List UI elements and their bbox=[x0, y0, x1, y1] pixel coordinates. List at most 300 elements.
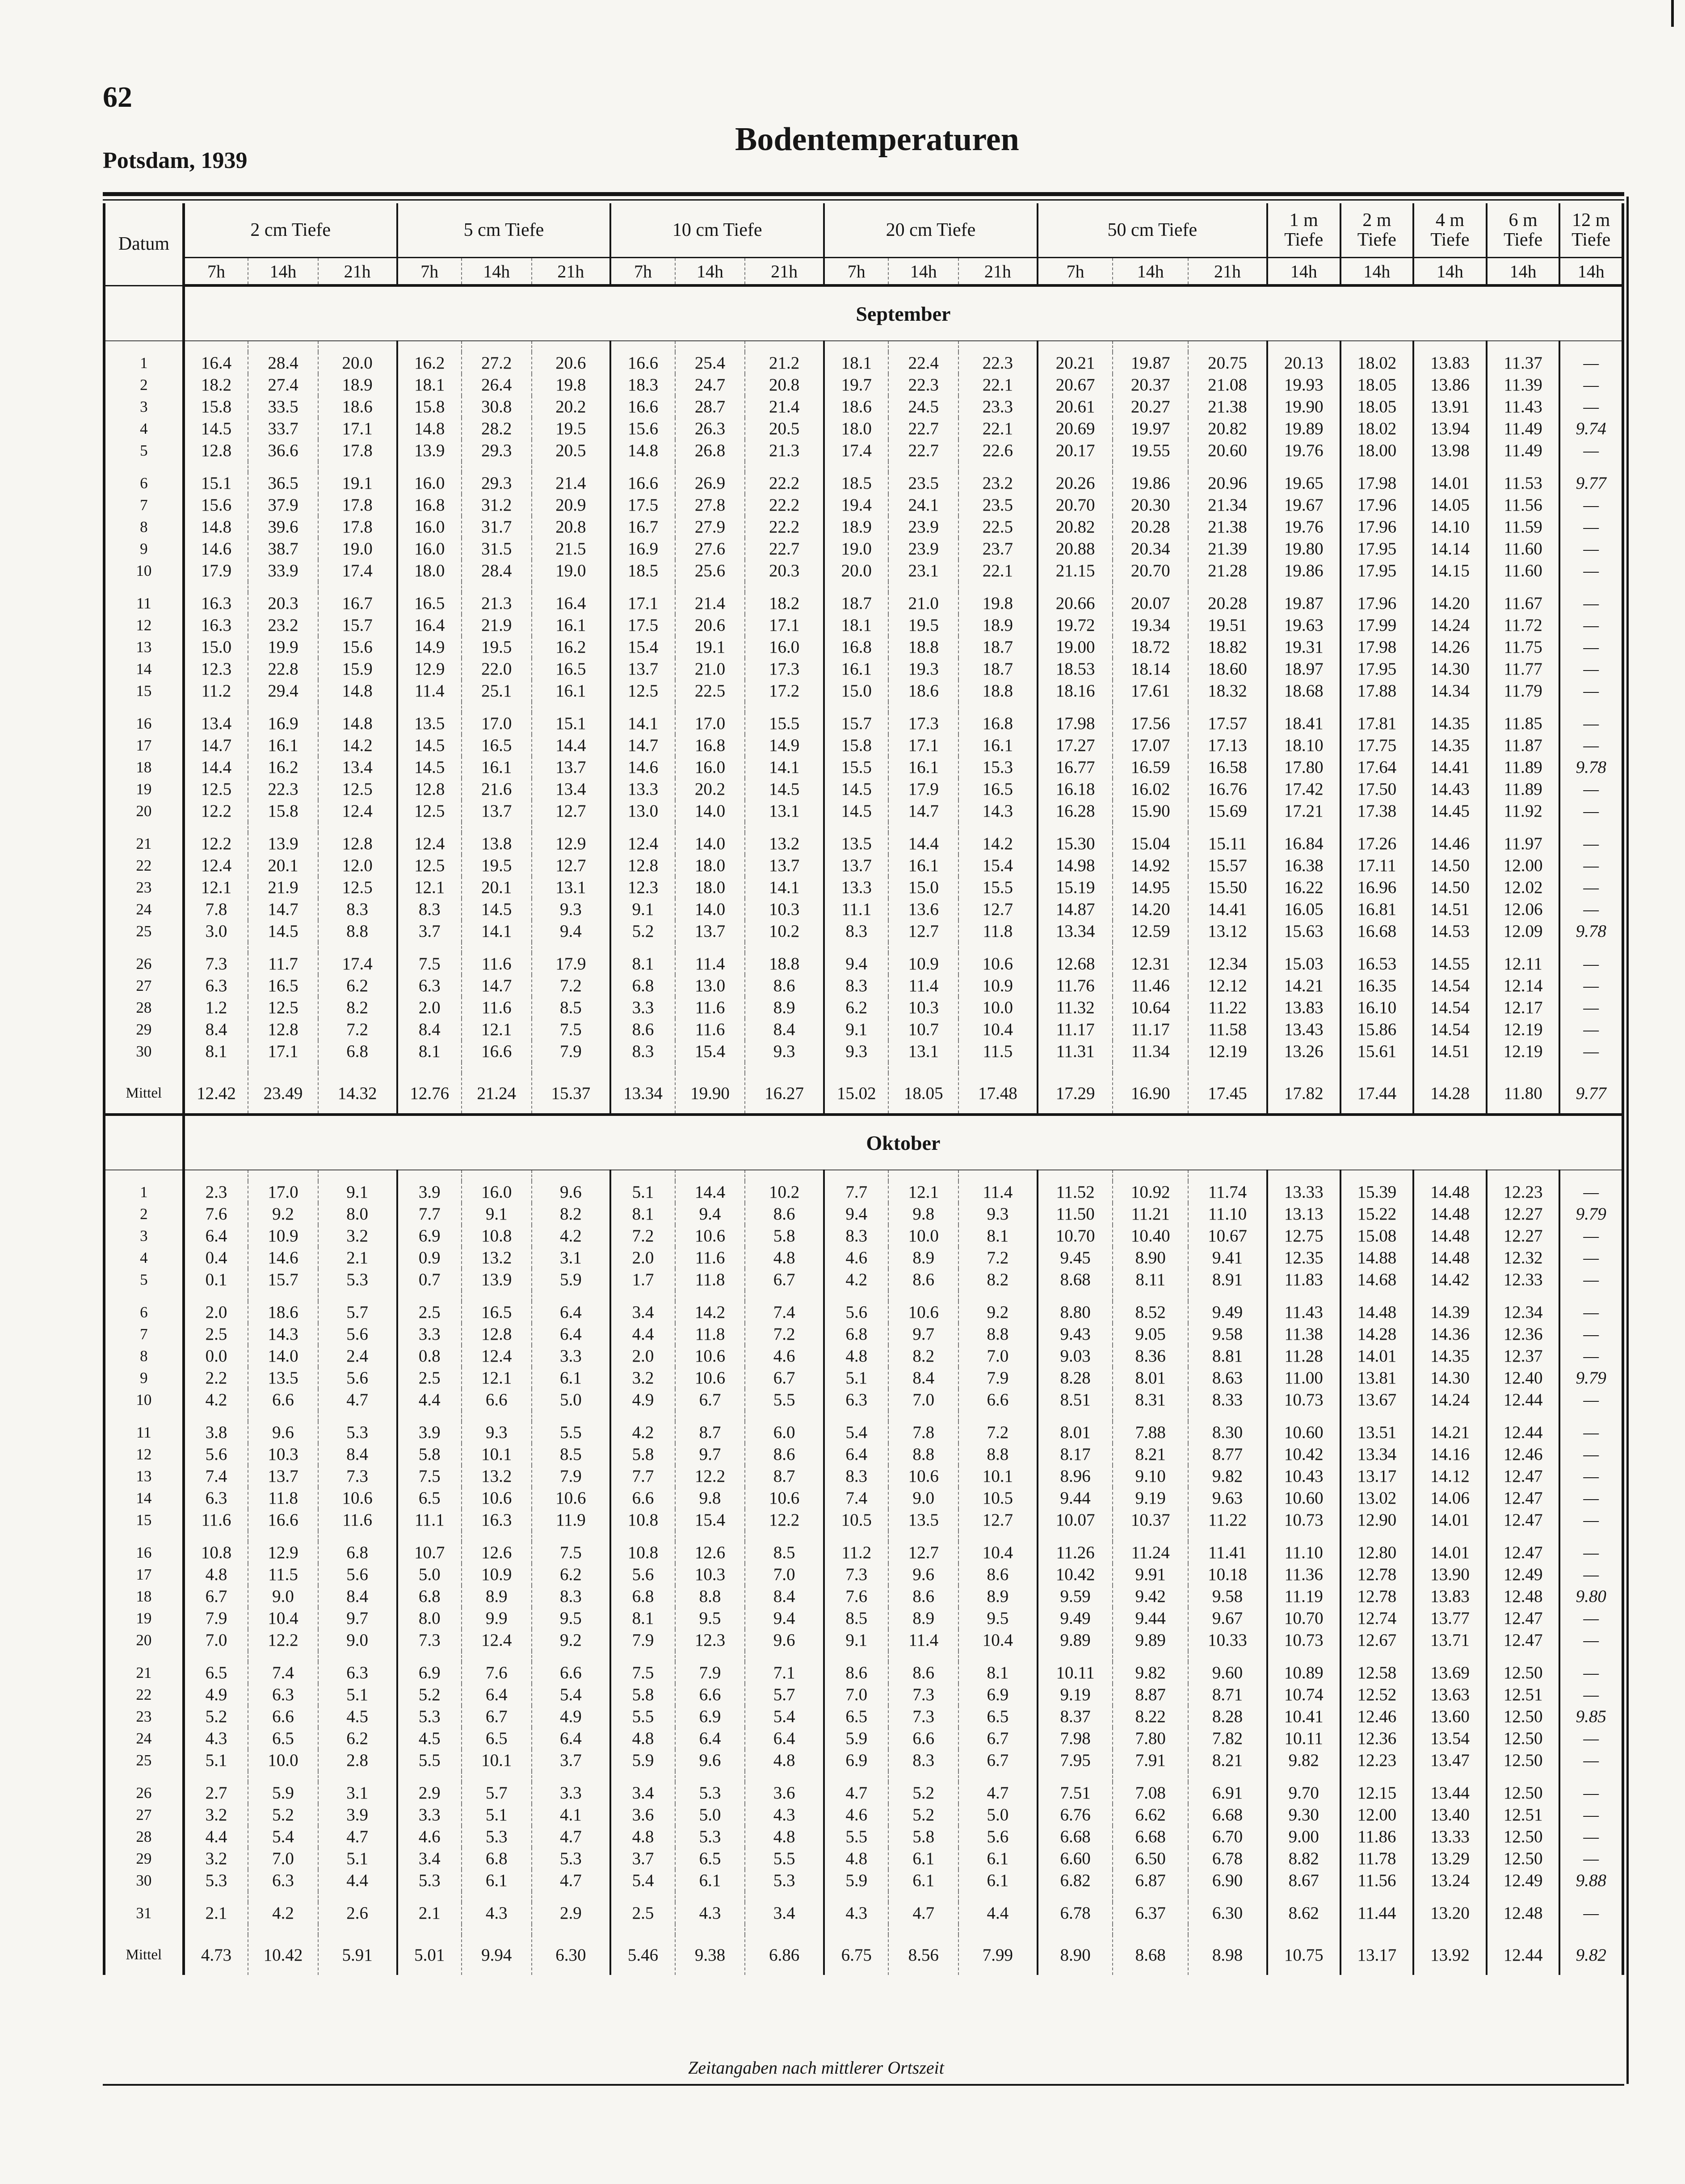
temperature-cell: 17.0 bbox=[248, 1181, 318, 1203]
temperature-cell: 9.4 bbox=[824, 953, 888, 975]
temperature-cell: 12.8 bbox=[462, 1323, 532, 1345]
temperature-cell: 18.02 bbox=[1340, 418, 1414, 440]
temperature-cell: 12.6 bbox=[675, 1542, 745, 1564]
top-rule bbox=[103, 192, 1624, 196]
temperature-cell: 7.2 bbox=[958, 1247, 1038, 1269]
temperature-cell: 17.4 bbox=[318, 953, 397, 975]
temperature-cell: 15.22 bbox=[1340, 1203, 1414, 1225]
temperature-cell: 6.7 bbox=[745, 1367, 824, 1389]
temperature-cell: 18.82 bbox=[1188, 636, 1267, 658]
temperature-cell: 4.2 bbox=[610, 1421, 675, 1443]
temperature-cell: 29.3 bbox=[462, 440, 532, 461]
temperature-cell: 5.5 bbox=[745, 1389, 824, 1411]
temperature-cell: 2.2 bbox=[184, 1367, 248, 1389]
temperature-cell: 8.1 bbox=[610, 1203, 675, 1225]
temperature-cell: 6.9 bbox=[397, 1662, 462, 1684]
temperature-cell: 12.7 bbox=[888, 1542, 958, 1564]
temperature-cell: 8.8 bbox=[318, 920, 397, 942]
temperature-cell: 19.0 bbox=[318, 538, 397, 560]
temperature-cell: 3.6 bbox=[610, 1804, 675, 1826]
temperature-cell: 11.19 bbox=[1267, 1585, 1340, 1607]
temperature-cell: 23.1 bbox=[888, 560, 958, 582]
temperature-cell: 9.4 bbox=[532, 920, 611, 942]
temperature-cell: 18.60 bbox=[1188, 658, 1267, 680]
temperature-cell: 2.6 bbox=[318, 1902, 397, 1924]
temperature-cell: 2.1 bbox=[318, 1247, 397, 1269]
temperature-cell: 9.19 bbox=[1113, 1487, 1188, 1509]
temperature-cell: 17.9 bbox=[888, 778, 958, 800]
temperature-cell: 6.6 bbox=[248, 1706, 318, 1727]
temperature-cell: 8.3 bbox=[824, 1465, 888, 1487]
temperature-cell: 10.7 bbox=[397, 1542, 462, 1564]
temperature-cell: — bbox=[1559, 374, 1623, 396]
temperature-cell: 8.3 bbox=[532, 1585, 611, 1607]
temperature-cell: 9.00 bbox=[1267, 1826, 1340, 1848]
temperature-cell: 22.7 bbox=[745, 538, 824, 560]
temperature-cell: 7.98 bbox=[1038, 1727, 1113, 1749]
temperature-cell: 8.28 bbox=[1188, 1706, 1267, 1727]
temperature-cell: 11.39 bbox=[1487, 374, 1560, 396]
temperature-cell: 9.7 bbox=[675, 1443, 745, 1465]
temperature-cell: 11.56 bbox=[1340, 1870, 1414, 1891]
mean-cell: 8.56 bbox=[888, 1935, 958, 1975]
day-number: 15 bbox=[104, 1509, 184, 1531]
temperature-cell: 1.2 bbox=[184, 997, 248, 1019]
temperature-cell: 5.3 bbox=[318, 1421, 397, 1443]
temperature-cell: 9.78 bbox=[1559, 756, 1623, 778]
temperature-cell: 4.2 bbox=[184, 1389, 248, 1411]
temperature-cell: 19.34 bbox=[1113, 614, 1188, 636]
header-time: 14h bbox=[1559, 258, 1623, 286]
temperature-cell: 20.6 bbox=[532, 352, 611, 374]
temperature-cell: 14.7 bbox=[610, 734, 675, 756]
temperature-cell: 13.33 bbox=[1267, 1181, 1340, 1203]
day-number: 18 bbox=[104, 1585, 184, 1607]
temperature-cell: 11.4 bbox=[888, 1629, 958, 1651]
temperature-cell: 17.1 bbox=[318, 418, 397, 440]
temperature-cell: 15.5 bbox=[745, 713, 824, 734]
temperature-cell: 5.6 bbox=[318, 1323, 397, 1345]
temperature-cell: 6.4 bbox=[532, 1301, 611, 1323]
temperature-cell: 14.8 bbox=[397, 418, 462, 440]
temperature-cell: 3.4 bbox=[745, 1902, 824, 1924]
temperature-cell: 13.7 bbox=[745, 855, 824, 876]
temperature-cell: 13.1 bbox=[745, 800, 824, 822]
temperature-cell: 16.4 bbox=[397, 614, 462, 636]
temperature-cell: 9.58 bbox=[1188, 1585, 1267, 1607]
temperature-cell: 15.39 bbox=[1340, 1181, 1414, 1203]
temperature-cell: 15.8 bbox=[397, 396, 462, 418]
temperature-cell: 16.2 bbox=[248, 756, 318, 778]
mean-cell: 17.48 bbox=[958, 1073, 1038, 1115]
temperature-cell: 13.2 bbox=[462, 1465, 532, 1487]
temperature-cell: 6.5 bbox=[248, 1727, 318, 1749]
temperature-cell: 8.4 bbox=[184, 1019, 248, 1040]
temperature-cell: 5.5 bbox=[610, 1706, 675, 1727]
temperature-cell: 6.9 bbox=[824, 1749, 888, 1771]
temperature-cell: 5.9 bbox=[248, 1782, 318, 1804]
temperature-cell: 14.3 bbox=[958, 800, 1038, 822]
temperature-cell: 6.6 bbox=[462, 1389, 532, 1411]
temperature-cell: 15.61 bbox=[1340, 1040, 1414, 1062]
temperature-cell: 2.7 bbox=[184, 1782, 248, 1804]
temperature-cell: 20.0 bbox=[318, 352, 397, 374]
temperature-cell: 17.95 bbox=[1340, 538, 1414, 560]
temperature-cell: 27.2 bbox=[462, 352, 532, 374]
temperature-cell: 14.42 bbox=[1413, 1269, 1487, 1291]
temperature-cell: 18.05 bbox=[1340, 396, 1414, 418]
month-heading-row bbox=[104, 285, 1623, 341]
temperature-cell: 0.0 bbox=[184, 1345, 248, 1367]
temperature-cell: 17.9 bbox=[184, 560, 248, 582]
temperature-cell: 7.6 bbox=[184, 1203, 248, 1225]
temperature-cell: 7.4 bbox=[745, 1301, 824, 1323]
monthly-mean-row bbox=[104, 1073, 1623, 1115]
temperature-cell: — bbox=[1559, 1727, 1623, 1749]
temperature-cell: 13.94 bbox=[1413, 418, 1487, 440]
mean-cell: 13.34 bbox=[610, 1073, 675, 1115]
temperature-cell: 6.91 bbox=[1188, 1782, 1267, 1804]
mean-cell: 17.45 bbox=[1188, 1073, 1267, 1115]
temperature-cell: — bbox=[1559, 833, 1623, 855]
mean-cell: 17.82 bbox=[1267, 1073, 1340, 1115]
temperature-cell: — bbox=[1559, 1181, 1623, 1203]
temperature-cell: 16.7 bbox=[610, 516, 675, 538]
temperature-cell: 11.6 bbox=[184, 1509, 248, 1531]
temperature-cell: 16.0 bbox=[397, 538, 462, 560]
temperature-cell: 8.3 bbox=[888, 1749, 958, 1771]
temperature-cell: 18.0 bbox=[675, 876, 745, 898]
temperature-cell: — bbox=[1559, 1542, 1623, 1564]
temperature-cell: 2.5 bbox=[397, 1301, 462, 1323]
temperature-cell: 18.8 bbox=[745, 953, 824, 975]
temperature-cell: 20.2 bbox=[675, 778, 745, 800]
temperature-cell: 11.59 bbox=[1487, 516, 1560, 538]
temperature-cell: 11.36 bbox=[1267, 1564, 1340, 1585]
temperature-cell: 8.67 bbox=[1267, 1870, 1340, 1891]
day-number: 2 bbox=[104, 374, 184, 396]
mean-cell: 14.32 bbox=[318, 1073, 397, 1115]
temperature-cell: 12.02 bbox=[1487, 876, 1560, 898]
temperature-cell: 8.5 bbox=[745, 1542, 824, 1564]
temperature-cell: 12.74 bbox=[1340, 1607, 1414, 1629]
day-number: 23 bbox=[104, 876, 184, 898]
temperature-cell: 5.4 bbox=[532, 1684, 611, 1706]
header-depth-group: 6 m Tiefe bbox=[1487, 203, 1560, 258]
temperature-cell: 11.4 bbox=[397, 680, 462, 702]
temperature-cell: 11.87 bbox=[1487, 734, 1560, 756]
temperature-cell: 10.6 bbox=[888, 1301, 958, 1323]
temperature-cell: 14.8 bbox=[318, 713, 397, 734]
temperature-cell: 12.47 bbox=[1487, 1487, 1560, 1509]
temperature-cell: 6.1 bbox=[888, 1848, 958, 1870]
temperature-cell: 6.6 bbox=[888, 1727, 958, 1749]
temperature-cell: 16.77 bbox=[1038, 756, 1113, 778]
temperature-cell: 15.86 bbox=[1340, 1019, 1414, 1040]
temperature-cell: 2.1 bbox=[184, 1902, 248, 1924]
temperature-cell: 5.3 bbox=[532, 1848, 611, 1870]
temperature-cell: 11.60 bbox=[1487, 538, 1560, 560]
temperature-cell: 8.2 bbox=[318, 997, 397, 1019]
table-row bbox=[104, 1542, 1623, 1564]
temperature-cell: 16.28 bbox=[1038, 800, 1113, 822]
mean-cell: 13.17 bbox=[1340, 1935, 1414, 1975]
temperature-cell: 13.44 bbox=[1413, 1782, 1487, 1804]
temperature-cell: 12.44 bbox=[1487, 1389, 1560, 1411]
temperature-cell: 14.54 bbox=[1413, 975, 1487, 997]
temperature-cell: 11.74 bbox=[1188, 1181, 1267, 1203]
temperature-cell: 6.4 bbox=[745, 1727, 824, 1749]
table-row bbox=[104, 1443, 1623, 1465]
temperature-cell: 6.8 bbox=[462, 1848, 532, 1870]
temperature-cell: 7.7 bbox=[397, 1203, 462, 1225]
temperature-cell: 14.6 bbox=[248, 1247, 318, 1269]
temperature-cell: 20.82 bbox=[1188, 418, 1267, 440]
temperature-cell: 6.6 bbox=[248, 1389, 318, 1411]
temperature-cell: 5.5 bbox=[532, 1421, 611, 1443]
temperature-cell: 11.4 bbox=[888, 975, 958, 997]
table-row bbox=[104, 713, 1623, 734]
temperature-cell: 17.95 bbox=[1340, 560, 1414, 582]
temperature-cell: 5.2 bbox=[888, 1804, 958, 1826]
temperature-cell: 13.54 bbox=[1413, 1727, 1487, 1749]
temperature-cell: 14.9 bbox=[397, 636, 462, 658]
temperature-cell: — bbox=[1559, 1389, 1623, 1411]
temperature-cell: 22.1 bbox=[958, 418, 1038, 440]
temperature-cell: 13.91 bbox=[1413, 396, 1487, 418]
mean-cell: 9.77 bbox=[1559, 1073, 1623, 1115]
temperature-cell: 8.9 bbox=[745, 997, 824, 1019]
temperature-cell: — bbox=[1559, 1826, 1623, 1848]
temperature-cell: — bbox=[1559, 1019, 1623, 1040]
temperature-cell: 11.77 bbox=[1487, 658, 1560, 680]
temperature-cell: 13.02 bbox=[1340, 1487, 1414, 1509]
day-number: 24 bbox=[104, 1727, 184, 1749]
temperature-cell: 12.49 bbox=[1487, 1870, 1560, 1891]
temperature-cell: 5.3 bbox=[675, 1782, 745, 1804]
temperature-cell: 5.0 bbox=[675, 1804, 745, 1826]
temperature-cell: 18.0 bbox=[824, 418, 888, 440]
temperature-cell: 5.2 bbox=[184, 1706, 248, 1727]
temperature-cell: 16.5 bbox=[462, 1301, 532, 1323]
temperature-cell: 22.3 bbox=[958, 352, 1038, 374]
temperature-cell: 4.7 bbox=[888, 1902, 958, 1924]
mean-cell: 17.44 bbox=[1340, 1073, 1414, 1115]
temperature-cell: 12.11 bbox=[1487, 953, 1560, 975]
temperature-cell: 0.4 bbox=[184, 1247, 248, 1269]
temperature-cell: 9.1 bbox=[318, 1181, 397, 1203]
temperature-cell: 16.1 bbox=[888, 855, 958, 876]
temperature-cell: 3.1 bbox=[532, 1247, 611, 1269]
temperature-cell: 12.78 bbox=[1340, 1585, 1414, 1607]
temperature-cell: 12.5 bbox=[610, 680, 675, 702]
temperature-cell: 2.0 bbox=[184, 1301, 248, 1323]
table-row bbox=[104, 1848, 1623, 1870]
temperature-cell: 12.47 bbox=[1487, 1465, 1560, 1487]
temperature-cell: 4.7 bbox=[532, 1870, 611, 1891]
temperature-cell: 12.2 bbox=[248, 1629, 318, 1651]
temperature-cell: 14.54 bbox=[1413, 997, 1487, 1019]
mean-cell: 14.28 bbox=[1413, 1073, 1487, 1115]
day-number: 19 bbox=[104, 1607, 184, 1629]
temperature-cell: 22.7 bbox=[888, 440, 958, 461]
temperature-cell: 11.67 bbox=[1487, 592, 1560, 614]
temperature-cell: 13.83 bbox=[1413, 352, 1487, 374]
temperature-cell: 13.7 bbox=[675, 920, 745, 942]
temperature-cell: 17.96 bbox=[1340, 494, 1414, 516]
header-time: 14h bbox=[1340, 258, 1414, 286]
mean-cell: 5.46 bbox=[610, 1935, 675, 1975]
temperature-cell: 12.34 bbox=[1188, 953, 1267, 975]
temperature-cell: 11.50 bbox=[1038, 1203, 1113, 1225]
temperature-cell: 27.4 bbox=[248, 374, 318, 396]
temperature-cell: 15.6 bbox=[610, 418, 675, 440]
temperature-cell: 20.75 bbox=[1188, 352, 1267, 374]
temperature-cell: 19.8 bbox=[958, 592, 1038, 614]
temperature-cell: 2.5 bbox=[397, 1367, 462, 1389]
temperature-cell: 10.9 bbox=[462, 1564, 532, 1585]
temperature-cell: 6.2 bbox=[824, 997, 888, 1019]
temperature-cell: 13.5 bbox=[824, 833, 888, 855]
temperature-cell: 14.16 bbox=[1413, 1443, 1487, 1465]
temperature-cell: 16.81 bbox=[1340, 898, 1414, 920]
temperature-cell: 12.7 bbox=[532, 855, 611, 876]
table-row bbox=[104, 1181, 1623, 1203]
temperature-cell: 6.50 bbox=[1113, 1848, 1188, 1870]
temperature-cell: 9.2 bbox=[532, 1629, 611, 1651]
mean-cell: 12.76 bbox=[397, 1073, 462, 1115]
table-row bbox=[104, 1203, 1623, 1225]
temperature-cell: 12.50 bbox=[1487, 1749, 1560, 1771]
temperature-cell: 20.70 bbox=[1038, 494, 1113, 516]
temperature-cell: 19.0 bbox=[824, 538, 888, 560]
temperature-cell: 10.2 bbox=[745, 920, 824, 942]
temperature-cell: 16.3 bbox=[184, 592, 248, 614]
temperature-cell: 16.1 bbox=[888, 756, 958, 778]
table-row bbox=[104, 756, 1623, 778]
temperature-cell: — bbox=[1559, 516, 1623, 538]
temperature-cell: 8.1 bbox=[610, 953, 675, 975]
temperature-cell: 13.3 bbox=[610, 778, 675, 800]
temperature-cell: 12.6 bbox=[462, 1542, 532, 1564]
temperature-cell: 5.0 bbox=[397, 1564, 462, 1585]
day-number: 11 bbox=[104, 592, 184, 614]
temperature-cell: 18.6 bbox=[888, 680, 958, 702]
temperature-cell: 16.1 bbox=[462, 756, 532, 778]
temperature-cell: 3.0 bbox=[184, 920, 248, 942]
day-number: 7 bbox=[104, 1323, 184, 1345]
temperature-cell: 5.2 bbox=[888, 1782, 958, 1804]
temperature-cell: 27.8 bbox=[675, 494, 745, 516]
temperature-cell: 4.4 bbox=[184, 1826, 248, 1848]
mean-cell: 10.42 bbox=[248, 1935, 318, 1975]
table-frame bbox=[103, 203, 1624, 2084]
temperature-cell: 4.3 bbox=[462, 1902, 532, 1924]
temperature-cell: 9.5 bbox=[958, 1607, 1038, 1629]
temperature-cell: 8.90 bbox=[1113, 1247, 1188, 1269]
day-number: 26 bbox=[104, 953, 184, 975]
day-number: 3 bbox=[104, 396, 184, 418]
header-depth-group: 1 m Tiefe bbox=[1267, 203, 1340, 258]
temperature-cell: 7.0 bbox=[958, 1345, 1038, 1367]
temperature-cell: — bbox=[1559, 1247, 1623, 1269]
temperature-cell: 21.4 bbox=[675, 592, 745, 614]
temperature-cell: 5.1 bbox=[318, 1848, 397, 1870]
temperature-cell: 20.3 bbox=[745, 560, 824, 582]
temperature-cell: 18.14 bbox=[1113, 658, 1188, 680]
temperature-cell: 36.5 bbox=[248, 472, 318, 494]
temperature-cell: 11.92 bbox=[1487, 800, 1560, 822]
temperature-cell: 7.1 bbox=[745, 1662, 824, 1684]
temperature-cell: 10.8 bbox=[610, 1509, 675, 1531]
temperature-cell: 8.6 bbox=[610, 1019, 675, 1040]
temperature-cell: 12.47 bbox=[1487, 1607, 1560, 1629]
temperature-cell: 16.1 bbox=[532, 614, 611, 636]
temperature-cell: 14.20 bbox=[1413, 592, 1487, 614]
temperature-cell: 17.8 bbox=[318, 516, 397, 538]
temperature-cell: 21.38 bbox=[1188, 396, 1267, 418]
temperature-cell: 4.9 bbox=[532, 1706, 611, 1727]
temperature-cell: 8.6 bbox=[958, 1564, 1038, 1585]
temperature-cell: 14.5 bbox=[397, 756, 462, 778]
temperature-cell: — bbox=[1559, 898, 1623, 920]
temperature-cell: 20.27 bbox=[1113, 396, 1188, 418]
temperature-cell: 5.7 bbox=[462, 1782, 532, 1804]
temperature-cell: 10.6 bbox=[318, 1487, 397, 1509]
temperature-cell: 12.17 bbox=[1487, 997, 1560, 1019]
temperature-cell: 14.98 bbox=[1038, 855, 1113, 876]
table-row bbox=[104, 1607, 1623, 1629]
temperature-cell: 7.5 bbox=[532, 1542, 611, 1564]
temperature-cell: 13.2 bbox=[745, 833, 824, 855]
day-number: 5 bbox=[104, 440, 184, 461]
temperature-cell: 14.5 bbox=[824, 778, 888, 800]
temperature-cell: 15.4 bbox=[610, 636, 675, 658]
temperature-cell: 17.96 bbox=[1340, 592, 1414, 614]
temperature-cell: 9.41 bbox=[1188, 1247, 1267, 1269]
temperature-cell: 8.3 bbox=[824, 1225, 888, 1247]
temperature-cell: 13.24 bbox=[1413, 1870, 1487, 1891]
temperature-cell: 14.35 bbox=[1413, 1345, 1487, 1367]
temperature-cell: 14.01 bbox=[1413, 1509, 1487, 1531]
temperature-cell: 3.7 bbox=[610, 1848, 675, 1870]
temperature-cell: 9.6 bbox=[745, 1629, 824, 1651]
temperature-cell: 9.4 bbox=[675, 1203, 745, 1225]
temperature-cell: — bbox=[1559, 636, 1623, 658]
temperature-cell: 13.4 bbox=[184, 713, 248, 734]
temperature-cell: 16.3 bbox=[462, 1509, 532, 1531]
temperature-cell: 6.30 bbox=[1188, 1902, 1267, 1924]
temperature-cell: 5.6 bbox=[318, 1564, 397, 1585]
temperature-cell: 13.2 bbox=[462, 1247, 532, 1269]
temperature-cell: 4.8 bbox=[745, 1826, 824, 1848]
temperature-cell: 8.28 bbox=[1038, 1367, 1113, 1389]
temperature-cell: 5.1 bbox=[824, 1367, 888, 1389]
temperature-cell: 10.3 bbox=[248, 1443, 318, 1465]
temperature-cell: 18.2 bbox=[745, 592, 824, 614]
header-datum: Datum bbox=[104, 203, 184, 285]
temperature-cell: 14.48 bbox=[1413, 1203, 1487, 1225]
temperature-cell: 5.7 bbox=[318, 1301, 397, 1323]
temperature-cell: 5.6 bbox=[824, 1301, 888, 1323]
temperature-cell: 10.42 bbox=[1038, 1564, 1113, 1585]
temperature-cell: 6.37 bbox=[1113, 1902, 1188, 1924]
temperature-cell: 16.6 bbox=[248, 1509, 318, 1531]
temperature-cell: 13.0 bbox=[675, 975, 745, 997]
temperature-cell: 10.41 bbox=[1267, 1706, 1340, 1727]
temperature-cell: 15.08 bbox=[1340, 1225, 1414, 1247]
temperature-cell: 19.31 bbox=[1267, 636, 1340, 658]
